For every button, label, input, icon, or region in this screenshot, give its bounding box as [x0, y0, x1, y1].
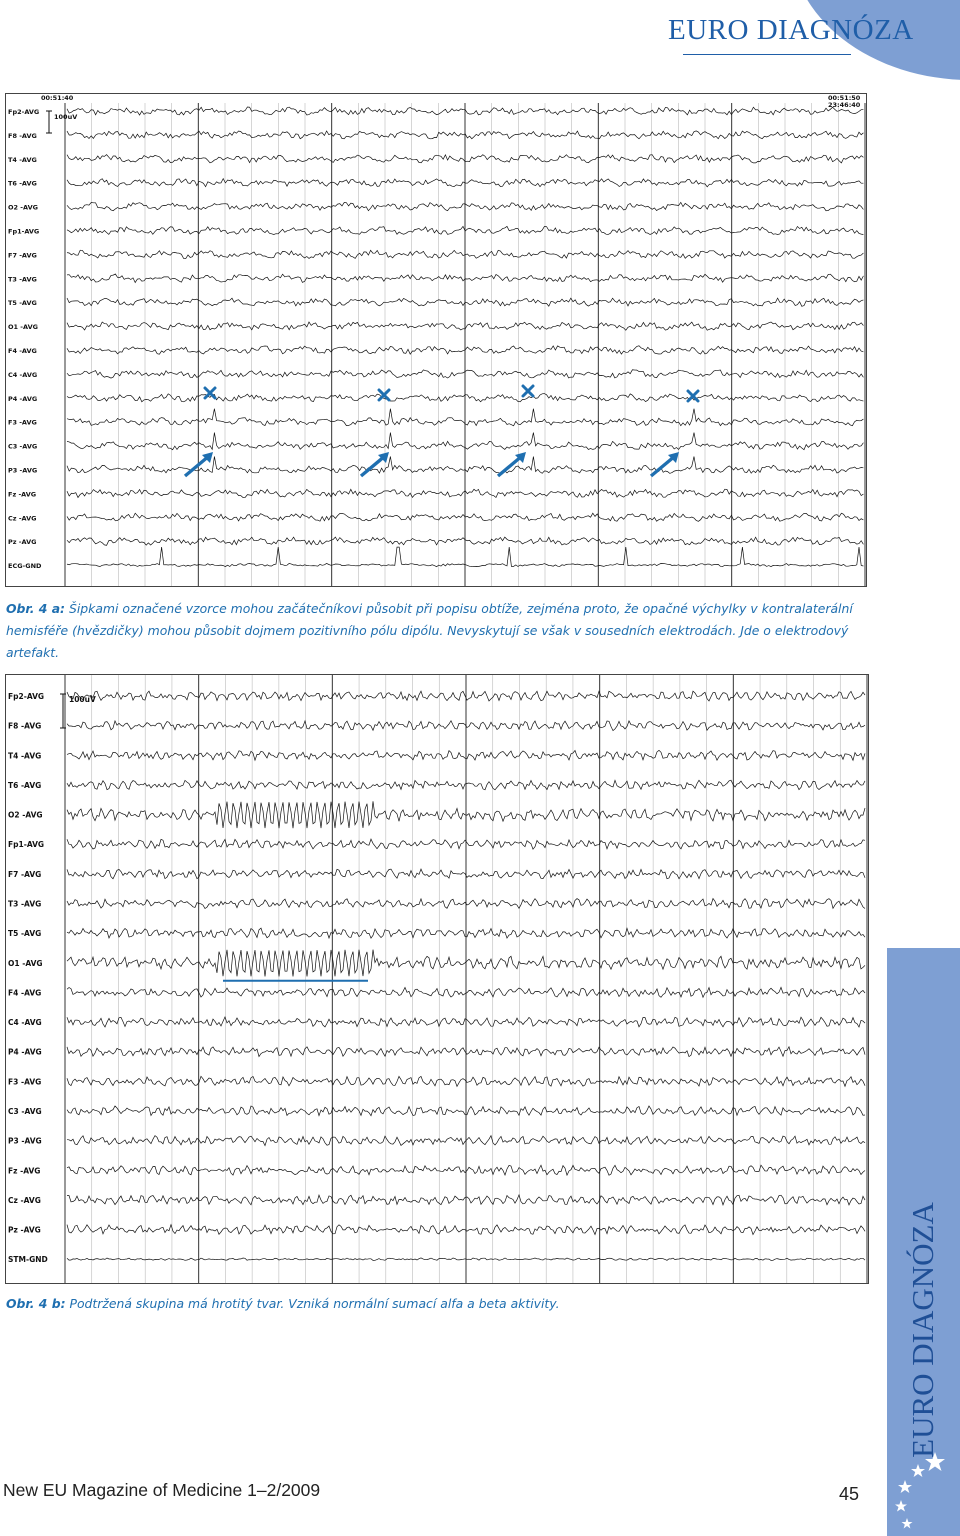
channel-label: O1 -AVG [8, 958, 43, 968]
channel-label: Fp1-AVG [8, 840, 45, 850]
channel-label: T4 -AVG [8, 751, 42, 761]
channel-label: O1 -AVG [8, 323, 38, 332]
figure-b-caption [6, 1293, 866, 1315]
time-end: 00:51:50 [828, 94, 861, 102]
clock-time: 23:46:40 [828, 101, 861, 109]
figure-b-caption-text: Podtržená skupina má hrotitý tvar. Vzniká normální sumací alfa a beta aktivity. [69, 1296, 560, 1311]
figure-a-caption-label: Obr. 4 a: [6, 601, 66, 616]
eeg-frame [6, 94, 867, 587]
channel-label: T5 -AVG [8, 299, 37, 308]
channel-label: C4 -AVG [8, 1018, 42, 1028]
channel-label: Fz -AVG [8, 490, 37, 499]
header-title: EURO DIAGNÓZA [668, 14, 914, 46]
channel-label: T3 -AVG [8, 275, 37, 284]
scale-label: 100uV [69, 695, 96, 704]
channel-label: Cz -AVG [8, 514, 37, 523]
channel-label: Fp2-AVG [8, 108, 40, 116]
channel-label: T6 -AVG [8, 780, 42, 790]
channel-label: F3 -AVG [8, 1077, 42, 1087]
channel-label: O2 -AVG [8, 203, 38, 212]
time-start: 00:51:40 [41, 94, 74, 102]
channel-label: Cz -AVG [8, 1195, 41, 1205]
channel-label: Fp2-AVG [8, 692, 45, 701]
figure-a-caption-text: Šipkami označené vzorce mohou začátečníkovi působit při popisu obtíže, zejména proto, že opačné výchylky v kontralaterální hemisféře (hvězdičky) mohou působit dojmem pozitivního pólu dipólu. Nevyskytují se však v sousedních elektrodách. Jde o elektrodový artefakt. [6, 601, 853, 660]
channel-label: STM-GND [8, 1255, 48, 1265]
channel-label: P3 -AVG [8, 1136, 42, 1146]
channel-label: F4 -AVG [8, 346, 37, 355]
channel-label: O2 -AVG [8, 810, 43, 820]
channel-label: C3 -AVG [8, 442, 38, 451]
channel-label: P4 -AVG [8, 394, 38, 403]
channel-label: F8 -AVG [8, 721, 42, 731]
figure-b-caption-label: Obr. 4 b: [6, 1296, 66, 1311]
channel-label: P3 -AVG [8, 466, 38, 475]
channel-label: Fp1-AVG [8, 227, 40, 236]
channel-label: C4 -AVG [8, 370, 38, 379]
channel-label: T3 -AVG [8, 899, 42, 909]
side-title: EURO DIAGNÓZA [905, 1202, 940, 1458]
channel-label: Fz -AVG [8, 1166, 41, 1176]
header-rule [683, 54, 851, 55]
channel-label: F7 -AVG [8, 251, 37, 260]
channel-label: F3 -AVG [8, 418, 37, 427]
eu-stars-icon [893, 1452, 953, 1536]
channel-label: T4 -AVG [8, 155, 37, 164]
eeg-figure-a [5, 93, 867, 587]
figure-a-caption [6, 598, 868, 664]
page-number: 45 [839, 1484, 860, 1504]
channel-label: T5 -AVG [8, 929, 42, 939]
channel-label: P4 -AVG [8, 1047, 42, 1057]
eeg-figure-b [5, 674, 869, 1284]
channel-label: F8 -AVG [8, 131, 37, 140]
channel-label: T6 -AVG [8, 179, 37, 188]
eeg-frame [6, 675, 869, 1284]
magazine-footer: New EU Magazine of Medicine 1–2/2009 [3, 1480, 321, 1500]
channel-label: ECG-GND [8, 562, 42, 571]
channel-label: F4 -AVG [8, 988, 42, 998]
channel-label: Pz -AVG [8, 1225, 41, 1235]
channel-label: C3 -AVG [8, 1106, 42, 1116]
scale-label: 100uV [54, 113, 78, 121]
channel-label: F7 -AVG [8, 869, 42, 879]
channel-label: Pz -AVG [8, 538, 37, 547]
